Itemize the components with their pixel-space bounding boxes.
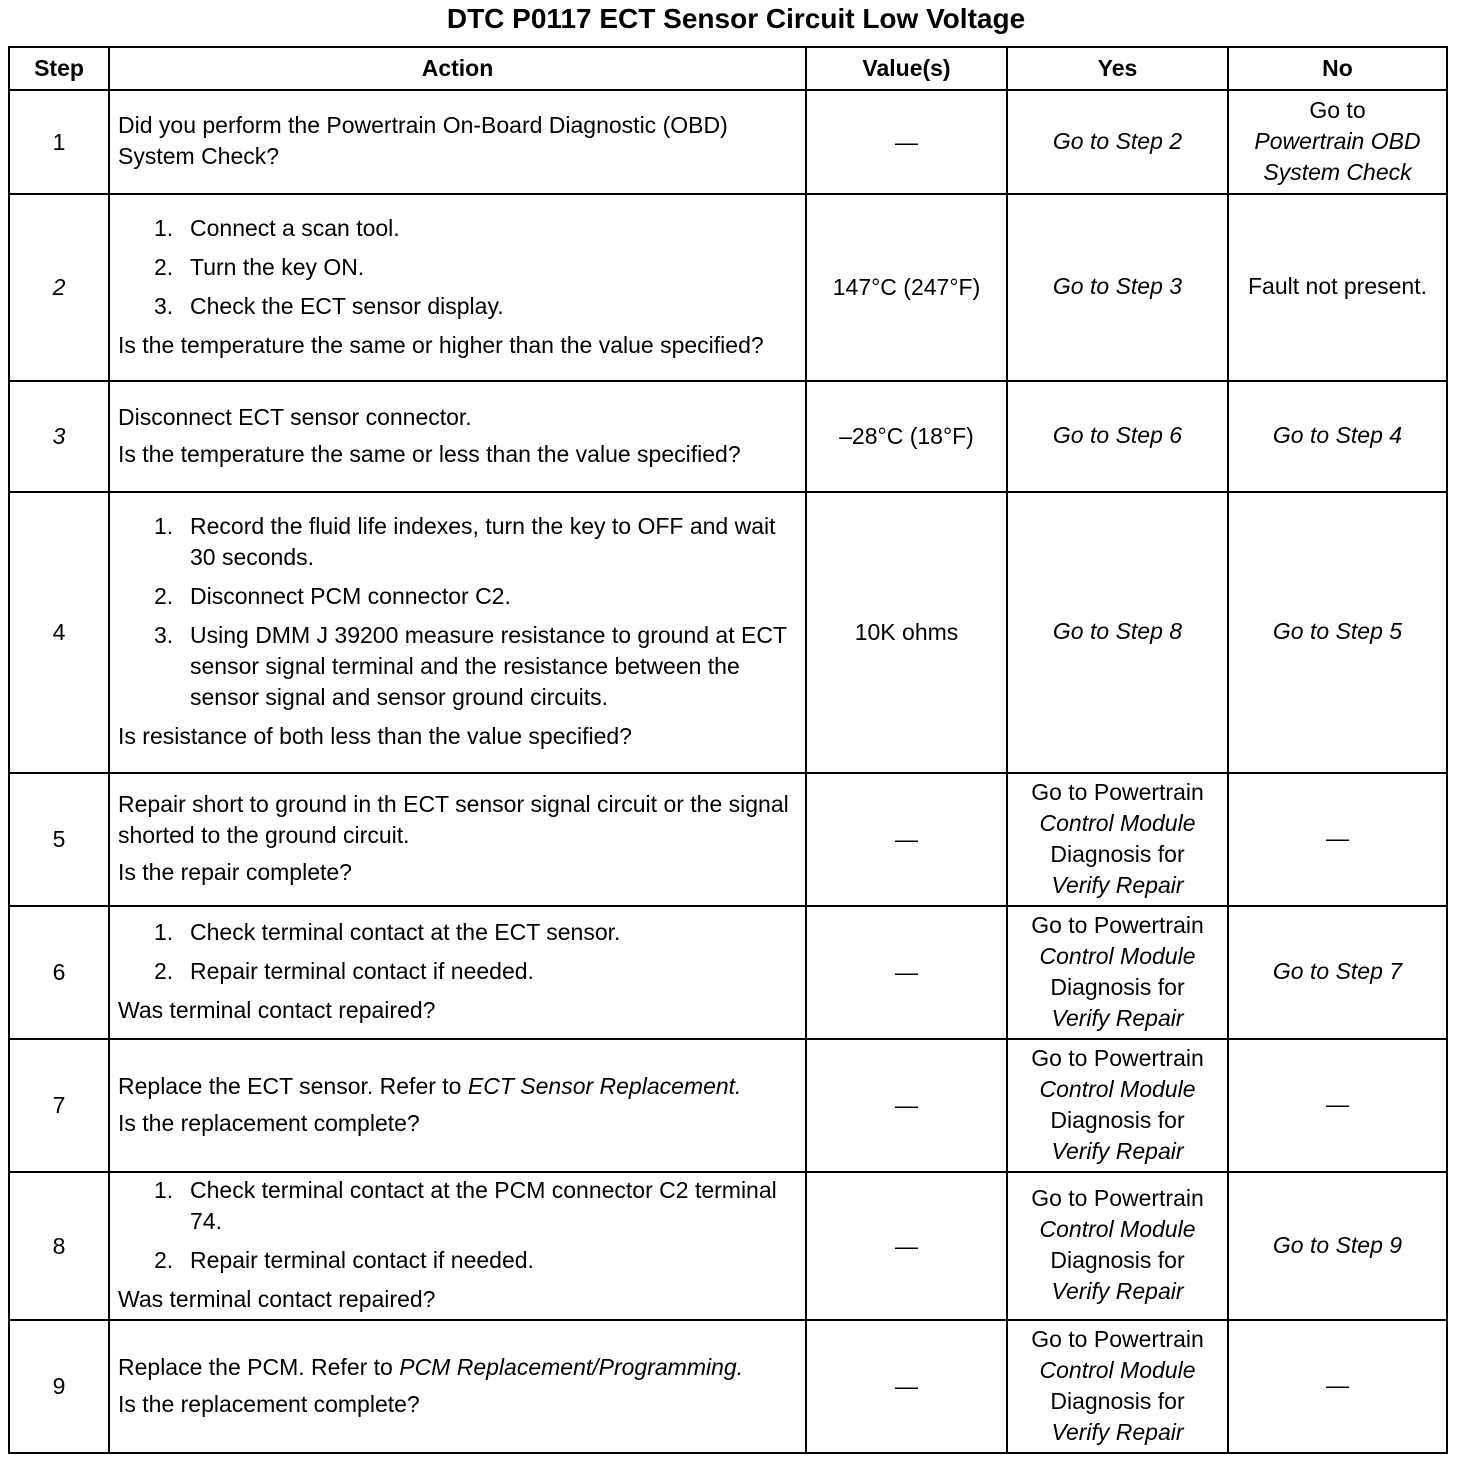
header-yes: Yes bbox=[1007, 47, 1228, 90]
yes-line-1: Go to Powertrain bbox=[1031, 778, 1204, 805]
yes-line-2: Control Module bbox=[1039, 1075, 1196, 1102]
value-cell: — bbox=[806, 773, 1007, 906]
table-row bbox=[9, 492, 1447, 773]
action-text: Repair short to ground in th ECT sensor signal circuit or the signal shorted to the ground circuit. bbox=[118, 791, 789, 848]
yes-line-2: Control Module bbox=[1039, 942, 1196, 969]
list-item: 1. Connect a scan tool. bbox=[154, 214, 400, 241]
action-text: Replace the PCM. Refer to PCM Replacement/Programming. bbox=[118, 1353, 744, 1380]
yes-cell bbox=[1007, 906, 1228, 1039]
question-text: Was terminal contact repaired? bbox=[118, 997, 436, 1023]
action-cell bbox=[109, 381, 806, 492]
value-cell: — bbox=[806, 906, 1007, 1039]
yes-cell: Go to Step 6 bbox=[1007, 381, 1228, 492]
step-number: 4 bbox=[9, 492, 109, 773]
step-number: 7 bbox=[9, 1039, 109, 1172]
list-item: 2. Disconnect PCM connector C2. bbox=[154, 583, 511, 609]
action-cell bbox=[109, 1320, 806, 1453]
step-number: 1 bbox=[9, 90, 109, 194]
yes-line-4: Verify Repair bbox=[1051, 871, 1184, 898]
table-row bbox=[9, 1320, 1447, 1453]
action-text: Replace the ECT sensor. Refer to ECT Sensor Replacement. bbox=[118, 1072, 742, 1099]
no-cell: Go to Step 5 bbox=[1228, 492, 1447, 773]
list-item: 2. Repair terminal contact if needed. bbox=[154, 958, 534, 984]
table-row bbox=[9, 906, 1447, 1039]
step-number: 6 bbox=[9, 906, 109, 1039]
no-cell: — bbox=[1228, 773, 1447, 906]
no-cell: Go to Step 7 bbox=[1228, 906, 1447, 1039]
header-row bbox=[9, 47, 1447, 90]
value-cell: — bbox=[806, 1039, 1007, 1172]
table-row bbox=[9, 1039, 1447, 1172]
list-item: 1. Record the fluid life indexes, turn the key to OFF and wait 30 seconds. bbox=[154, 513, 776, 570]
value-cell: — bbox=[806, 1320, 1007, 1453]
value-cell: — bbox=[806, 1172, 1007, 1320]
question-text: Is the temperature the same or higher than the value specified? bbox=[118, 331, 764, 358]
action-list bbox=[118, 917, 799, 987]
yes-line-4: Verify Repair bbox=[1051, 1004, 1184, 1031]
step-number: 3 bbox=[9, 381, 109, 492]
action-cell bbox=[109, 1039, 806, 1172]
yes-line-3: Diagnosis for bbox=[1050, 840, 1185, 867]
value-cell: 10K ohms bbox=[806, 492, 1007, 773]
table-row bbox=[9, 1172, 1447, 1320]
yes-line-1: Go to Powertrain bbox=[1031, 1185, 1204, 1211]
header-step: Step bbox=[9, 47, 109, 90]
yes-cell: Go to Step 8 bbox=[1007, 492, 1228, 773]
yes-line-2: Control Module bbox=[1039, 1216, 1196, 1242]
action-list bbox=[118, 511, 799, 713]
no-cell: Go to Step 9 bbox=[1228, 1172, 1447, 1320]
yes-line-1: Go to Powertrain bbox=[1031, 1044, 1204, 1071]
action-cell bbox=[109, 90, 806, 194]
action-cell bbox=[109, 773, 806, 906]
value-cell: 147°C (247°F) bbox=[806, 194, 1007, 381]
action-text: Did you perform the Powertrain On-Board Diagnostic (OBD) System Check? bbox=[118, 112, 728, 169]
header-no: No bbox=[1228, 47, 1447, 90]
diagnostic-table bbox=[8, 46, 1448, 1454]
yes-cell: Go to Step 2 bbox=[1007, 90, 1228, 194]
step-number: 8 bbox=[9, 1172, 109, 1320]
yes-line-1: Go to Powertrain bbox=[1031, 1325, 1204, 1352]
table-row bbox=[9, 90, 1447, 194]
reference-link: ECT Sensor Replacement. bbox=[467, 1072, 742, 1099]
yes-line-2: Control Module bbox=[1039, 1356, 1196, 1383]
header-action: Action bbox=[109, 47, 806, 90]
list-item: 2. Turn the key ON. bbox=[154, 253, 365, 280]
yes-cell bbox=[1007, 1039, 1228, 1172]
list-item: 3. Using DMM J 39200 measure resistance to ground at ECT sensor signal terminal and the resistance between the sensor signal and sensor ground circuits. bbox=[154, 622, 787, 710]
value-cell: — bbox=[806, 90, 1007, 194]
list-item: 1. Check terminal contact at the PCM connector C2 terminal 74. bbox=[154, 1177, 777, 1234]
yes-cell bbox=[1007, 773, 1228, 906]
no-cell: — bbox=[1228, 1320, 1447, 1453]
action-list bbox=[118, 213, 799, 322]
table-row bbox=[9, 194, 1447, 381]
question-text: Is the temperature the same or less than the value specified? bbox=[118, 440, 741, 467]
header-values: Value(s) bbox=[806, 47, 1007, 90]
value-cell: –28°C (18°F) bbox=[806, 381, 1007, 492]
yes-line-4: Verify Repair bbox=[1051, 1137, 1184, 1164]
yes-line-2: Control Module bbox=[1039, 809, 1196, 836]
yes-cell bbox=[1007, 1172, 1228, 1320]
list-item: 3. Check the ECT sensor display. bbox=[154, 292, 504, 319]
step-number: 5 bbox=[9, 773, 109, 906]
no-cell: Fault not present. bbox=[1228, 194, 1447, 381]
yes-cell: Go to Step 3 bbox=[1007, 194, 1228, 381]
action-list bbox=[118, 1175, 799, 1276]
question-text: Is the replacement complete? bbox=[118, 1390, 420, 1417]
yes-line-3: Diagnosis for bbox=[1050, 1387, 1185, 1414]
step-number: 2 bbox=[9, 194, 109, 381]
yes-line-3: Diagnosis for bbox=[1050, 1106, 1185, 1133]
table-row bbox=[9, 381, 1447, 492]
no-line: Go to bbox=[1309, 96, 1366, 123]
no-cell: — bbox=[1228, 1039, 1447, 1172]
no-line: System Check bbox=[1263, 158, 1412, 185]
table-row bbox=[9, 773, 1447, 906]
yes-line-4: Verify Repair bbox=[1051, 1278, 1184, 1304]
action-text: Disconnect ECT sensor connector. bbox=[118, 403, 472, 430]
action-cell bbox=[109, 1172, 806, 1320]
action-cell bbox=[109, 906, 806, 1039]
action-cell bbox=[109, 194, 806, 381]
no-cell bbox=[1228, 90, 1447, 194]
reference-link: PCM Replacement/Programming. bbox=[399, 1353, 744, 1380]
list-item: 2. Repair terminal contact if needed. bbox=[154, 1247, 534, 1273]
no-line: Powertrain OBD bbox=[1254, 127, 1421, 154]
no-cell: Go to Step 4 bbox=[1228, 381, 1447, 492]
yes-line-3: Diagnosis for bbox=[1050, 1247, 1185, 1273]
question-text: Is resistance of both less than the value specified? bbox=[118, 723, 632, 749]
action-cell bbox=[109, 492, 806, 773]
question-text: Is the repair complete? bbox=[118, 859, 352, 885]
yes-line-3: Diagnosis for bbox=[1050, 973, 1185, 1000]
yes-line-1: Go to Powertrain bbox=[1031, 911, 1204, 938]
yes-line-4: Verify Repair bbox=[1051, 1418, 1184, 1445]
page-title: DTC P0117 ECT Sensor Circuit Low Voltage bbox=[446, 3, 1026, 34]
yes-cell bbox=[1007, 1320, 1228, 1453]
step-number: 9 bbox=[9, 1320, 109, 1453]
question-text: Was terminal contact repaired? bbox=[118, 1286, 436, 1312]
question-text: Is the replacement complete? bbox=[118, 1109, 420, 1136]
list-item: 1. Check terminal contact at the ECT sensor. bbox=[154, 919, 621, 945]
